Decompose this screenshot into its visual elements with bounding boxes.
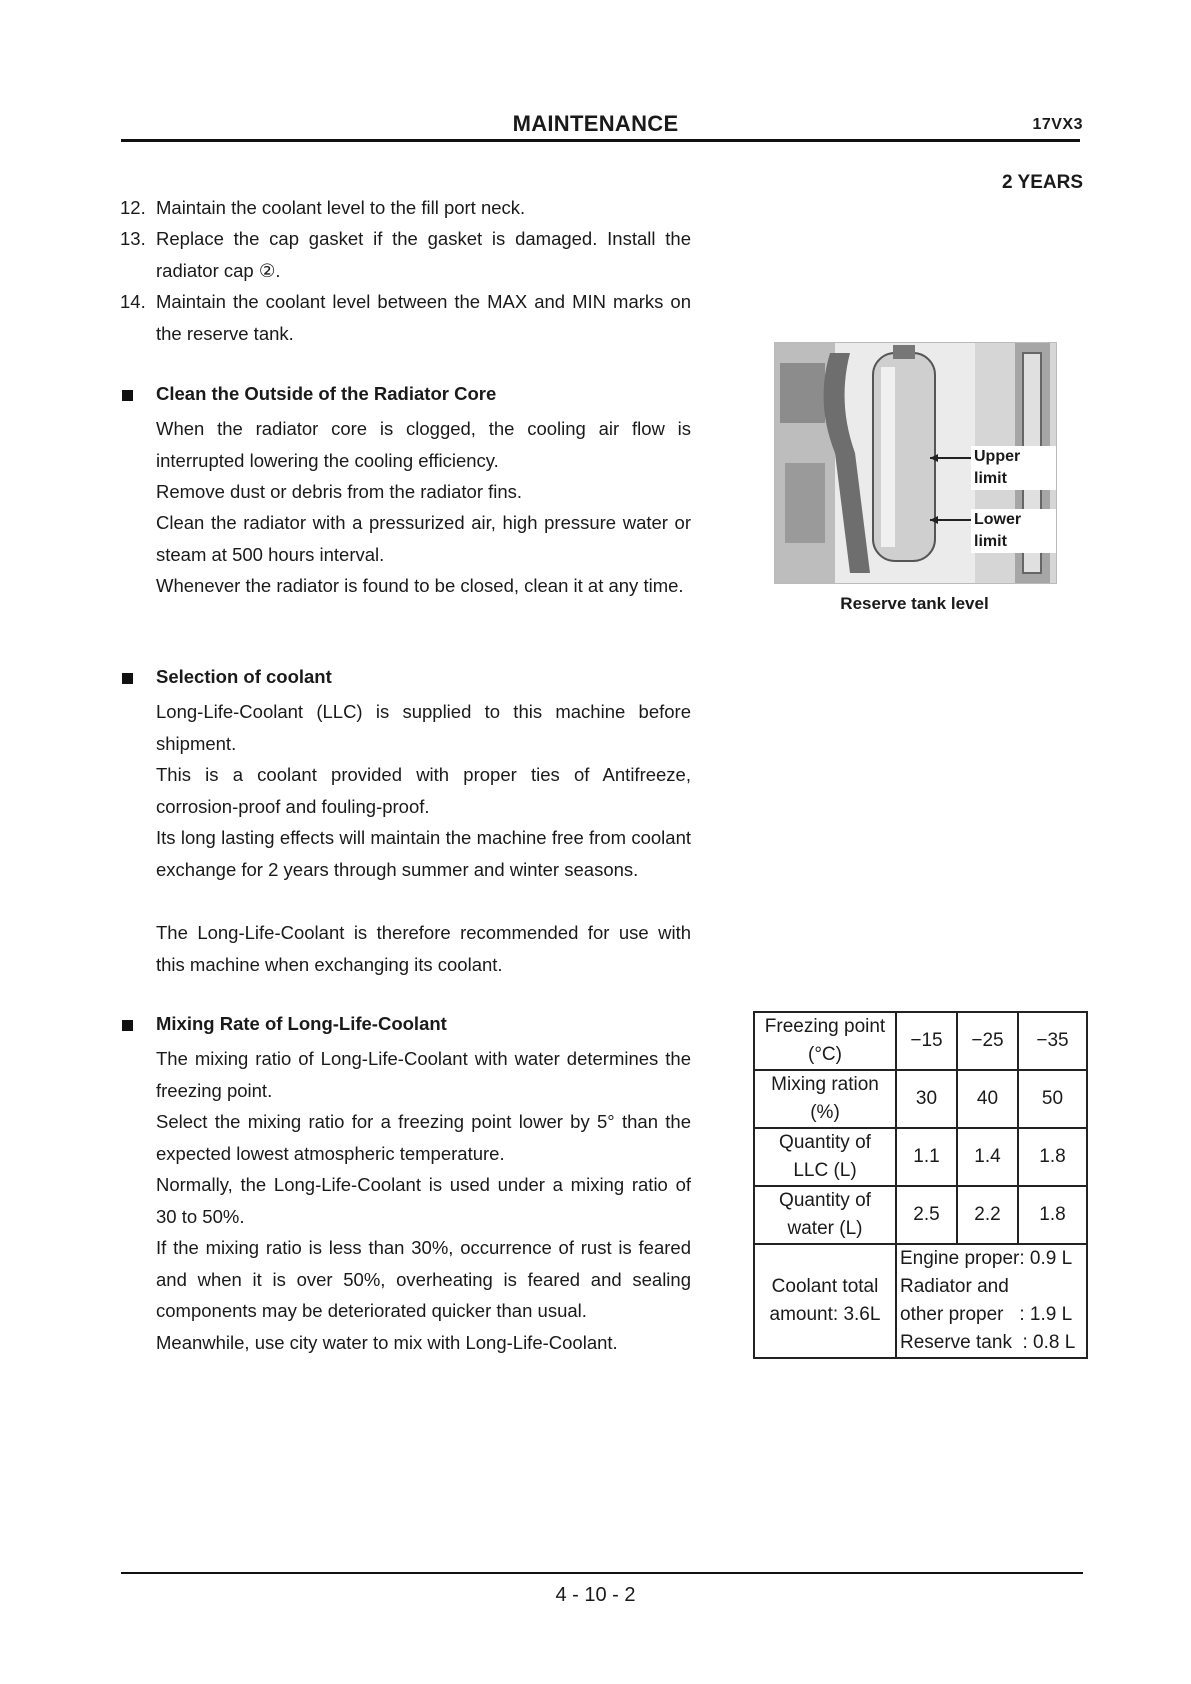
table-cell: 30 <box>896 1070 957 1128</box>
page-number: 4 - 10 - 2 <box>555 1584 636 1606</box>
section-paragraph: Select the mixing ratio for a freezing point lower by 5° than the expected lowest atmospheric temperature. <box>156 1111 691 1164</box>
document-code: 17VX3 <box>1032 116 1083 133</box>
table-cell: 50 <box>1018 1070 1087 1128</box>
maintenance-interval: 2 YEARS <box>1002 172 1083 193</box>
header-rule <box>121 139 1080 142</box>
table-cell: −25 <box>957 1012 1018 1070</box>
row-label: Quantity of LLC (L) <box>754 1128 896 1186</box>
row-label: Freezing point (°C) <box>754 1012 896 1070</box>
table-cell: −35 <box>1018 1012 1087 1070</box>
section-paragraph: Remove dust or debris from the radiator fins. <box>156 481 523 502</box>
step-number: 12. <box>120 197 146 218</box>
section-paragraph: The Long-Life-Coolant is therefore recommended for use with this machine when exchanging its coolant. <box>156 922 691 975</box>
table-row <box>754 1128 1087 1186</box>
bullet-icon <box>122 1020 133 1031</box>
coolant-table <box>753 1011 1088 1359</box>
table-cell: 1.8 <box>1018 1128 1087 1186</box>
coolant-amount-breakdown: Engine proper: 0.9 L Radiator and other proper : 1.9 L Reserve tank : 0.8 L <box>896 1244 1087 1358</box>
bullet-icon <box>122 673 133 684</box>
table-cell: 40 <box>957 1070 1018 1128</box>
footer-rule <box>121 1572 1083 1574</box>
table-cell: 2.5 <box>896 1186 957 1244</box>
table-cell: 1.8 <box>1018 1186 1087 1244</box>
section-paragraph: The mixing ratio of Long-Life-Coolant with water determines the freezing point. <box>156 1048 691 1101</box>
section-paragraph: Whenever the radiator is found to be closed, clean it at any time. <box>156 575 684 596</box>
section-paragraph: Normally, the Long-Life-Coolant is used under a mixing ratio of 30 to 50%. <box>156 1174 691 1227</box>
table-cell: 1.1 <box>896 1128 957 1186</box>
row-label: Coolant total amount: 3.6L <box>754 1244 896 1358</box>
table-row-total <box>754 1244 1087 1358</box>
page-title: MAINTENANCE <box>512 111 679 136</box>
section-paragraph: When the radiator core is clogged, the cooling air flow is interrupted lowering the cooling efficiency. <box>156 418 691 471</box>
section-paragraph: Long-Life-Coolant (LLC) is supplied to this machine before shipment. <box>156 701 691 754</box>
step-text: Maintain the coolant level to the fill port neck. <box>156 197 526 218</box>
table-cell: −15 <box>896 1012 957 1070</box>
section-paragraph: If the mixing ratio is less than 30%, occurrence of rust is feared and when it is over 50%, overheating is feared and sealing components may be deteriorated quicker than usual. <box>156 1237 691 1321</box>
table-row <box>754 1186 1087 1244</box>
section-paragraph: Its long lasting effects will maintain the machine free from coolant exchange for 2 years through summer and winter seasons. <box>156 827 691 880</box>
step-text: Replace the cap gasket if the gasket is damaged. Install the radiator cap ②. <box>156 228 691 281</box>
upper-limit-label: Upper limit <box>971 446 1056 490</box>
figure-caption: Reserve tank level <box>840 594 989 613</box>
lower-limit-label: Lower limit <box>971 509 1056 553</box>
step-number: 13. <box>120 228 146 249</box>
section-heading: Clean the Outside of the Radiator Core <box>156 383 497 404</box>
row-label: Mixing ration (%) <box>754 1070 896 1128</box>
section-paragraph: This is a coolant provided with proper ties of Antifreeze, corrosion-proof and fouling-proof. <box>156 764 691 817</box>
step-number: 14. <box>120 291 146 312</box>
table-cell: 2.2 <box>957 1186 1018 1244</box>
bullet-icon <box>122 390 133 401</box>
step-text: Maintain the coolant level between the MAX and MIN marks on the reserve tank. <box>156 291 691 344</box>
section-heading: Selection of coolant <box>156 666 332 687</box>
row-label: Quantity of water (L) <box>754 1186 896 1244</box>
table-row <box>754 1070 1087 1128</box>
section-paragraph: Clean the radiator with a pressurized air, high pressure water or steam at 500 hours interval. <box>156 512 691 565</box>
reserve-tank-figure <box>774 342 1057 584</box>
section-heading: Mixing Rate of Long-Life-Coolant <box>156 1013 447 1034</box>
table-row <box>754 1012 1087 1070</box>
table-cell: 1.4 <box>957 1128 1018 1186</box>
section-paragraph: Meanwhile, use city water to mix with Long-Life-Coolant. <box>156 1332 618 1353</box>
